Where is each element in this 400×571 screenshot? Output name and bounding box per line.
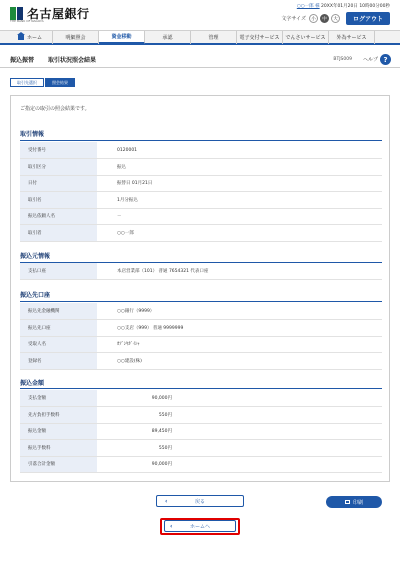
table-row [20,336,382,353]
back-button[interactable] [156,495,244,507]
nav-item-admin[interactable]: 管理 [191,31,237,44]
chevron-left-icon: ‹ [170,522,173,530]
row-value: 550円 [97,440,382,457]
row-value: ｶﾌﾞｼｷｶﾞｲｼｬ [97,336,382,353]
nav-item-home[interactable] [8,31,53,44]
section-title-destination: 振込先口座 [20,292,51,299]
home-button[interactable] [164,520,236,532]
step-indicator [10,78,75,87]
table-row [20,390,382,407]
section-title-source: 振込元情報 [20,253,51,260]
page-title-bar [0,52,400,68]
table-row [20,353,382,370]
row-label: 引落合計金額 [20,456,97,473]
print-button-label: 印刷 [352,499,363,506]
destination-table [20,303,382,370]
header [0,0,400,26]
row-value: 本店営業部（101） 普通 7654321 代表口座 [97,263,382,280]
screen-code: BTJS009 [333,57,352,62]
row-value: 振込 [97,159,382,176]
row-label: 振込依頼人名 [20,208,97,225]
row-label: 取引区分 [20,159,97,176]
step-result: 照会結果 [45,78,75,87]
row-value: 89,450円 [97,423,382,440]
table-row [20,175,382,192]
source-table [20,263,382,280]
row-label: 先方負担手数料 [20,407,97,424]
row-label: 振込手数料 [20,440,97,457]
section-title-amount: 振込金額 [20,380,45,387]
table-row [20,423,382,440]
intro-text: ご指定の取引の照会結果です。 [20,106,90,112]
table-row [20,192,382,209]
table-row [20,142,382,159]
page-category: 振込振替 [10,57,35,64]
nav-item-e-delivery[interactable]: 電子交付サービス [237,31,283,44]
table-row [20,440,382,457]
page-title: 取引状況照会結果 [48,57,97,64]
row-value: 振替日 01月21日 [97,175,382,192]
row-value: 1月分振込 [97,192,382,209]
help-link[interactable]: ヘルプ [362,57,378,63]
nav-item-label: ホーム [26,35,42,41]
row-label: 支払口座 [20,263,97,280]
main-content [10,95,390,482]
step-select: 取引先選択 [10,78,44,87]
table-row [20,159,382,176]
row-value: － [97,208,382,225]
logout-button[interactable]: ログアウト [346,12,390,25]
nav-item-approval[interactable]: 承認 [145,31,191,44]
row-label: 支払金額 [20,390,97,407]
section-divider [20,388,382,389]
table-row [20,456,382,473]
row-label: 取引名 [20,192,97,209]
section-title-transaction: 取引情報 [20,131,45,138]
header-user-area [281,3,390,25]
bank-name: 名古屋銀行 [27,7,90,21]
chevron-left-icon: ‹ [165,497,168,505]
section-divider [20,301,382,302]
help-icon[interactable]: ? [380,54,391,65]
row-value: 90,000円 [97,390,382,407]
row-label: 日付 [20,175,97,192]
row-value: ○○一郎 [97,225,382,242]
nav-item-transfer[interactable]: 資金移動 [99,31,145,44]
table-row [20,263,382,280]
nav-item-densai[interactable]: でんさいサービス [283,31,329,44]
nav-item-forex[interactable]: 外為サービス [329,31,375,44]
row-value: ○○支店（999） 普通 9999999 [97,320,382,337]
transaction-table [20,142,382,242]
row-label: 登録名 [20,353,97,370]
print-button[interactable] [326,496,382,508]
section-divider [20,140,382,141]
printer-icon [345,500,350,504]
row-label: 振込先金融機関 [20,303,97,320]
row-label: 取引者 [20,225,97,242]
row-value: ○○銀行（9999） [97,303,382,320]
font-size-label: 文字サイズ [281,16,306,22]
amount-table [20,390,382,473]
row-label: 受付番号 [20,142,97,159]
table-row [20,225,382,242]
user-name[interactable]: ○○一郎 様 [296,4,320,9]
font-size-small-button[interactable]: 小 [309,14,318,23]
font-size-medium-button[interactable]: 中 [320,14,329,23]
home-button-label: ホームへ [189,523,210,530]
table-row [20,320,382,337]
row-label: 受取人名 [20,336,97,353]
user-info [281,3,390,9]
row-value: 550円 [97,407,382,424]
row-value: ○○建設(株) [97,353,382,370]
row-value: 0120001 [97,142,382,159]
font-size-large-button[interactable]: 大 [331,14,340,23]
row-label: 振込先口座 [20,320,97,337]
row-label: 振込金額 [20,423,97,440]
home-icon [18,35,24,40]
bank-sub-name: THE BANK OF NAGOYA [10,19,44,23]
last-login: 20XX年01月20日 10時00分00秒 [321,4,390,9]
back-button-label: 戻る [194,498,205,505]
table-row [20,303,382,320]
global-nav [0,30,400,45]
table-row [20,208,382,225]
row-value: 90,000円 [97,456,382,473]
table-row [20,407,382,424]
font-size-control [281,12,390,25]
nav-item-statements[interactable]: 明細照会 [53,31,99,44]
